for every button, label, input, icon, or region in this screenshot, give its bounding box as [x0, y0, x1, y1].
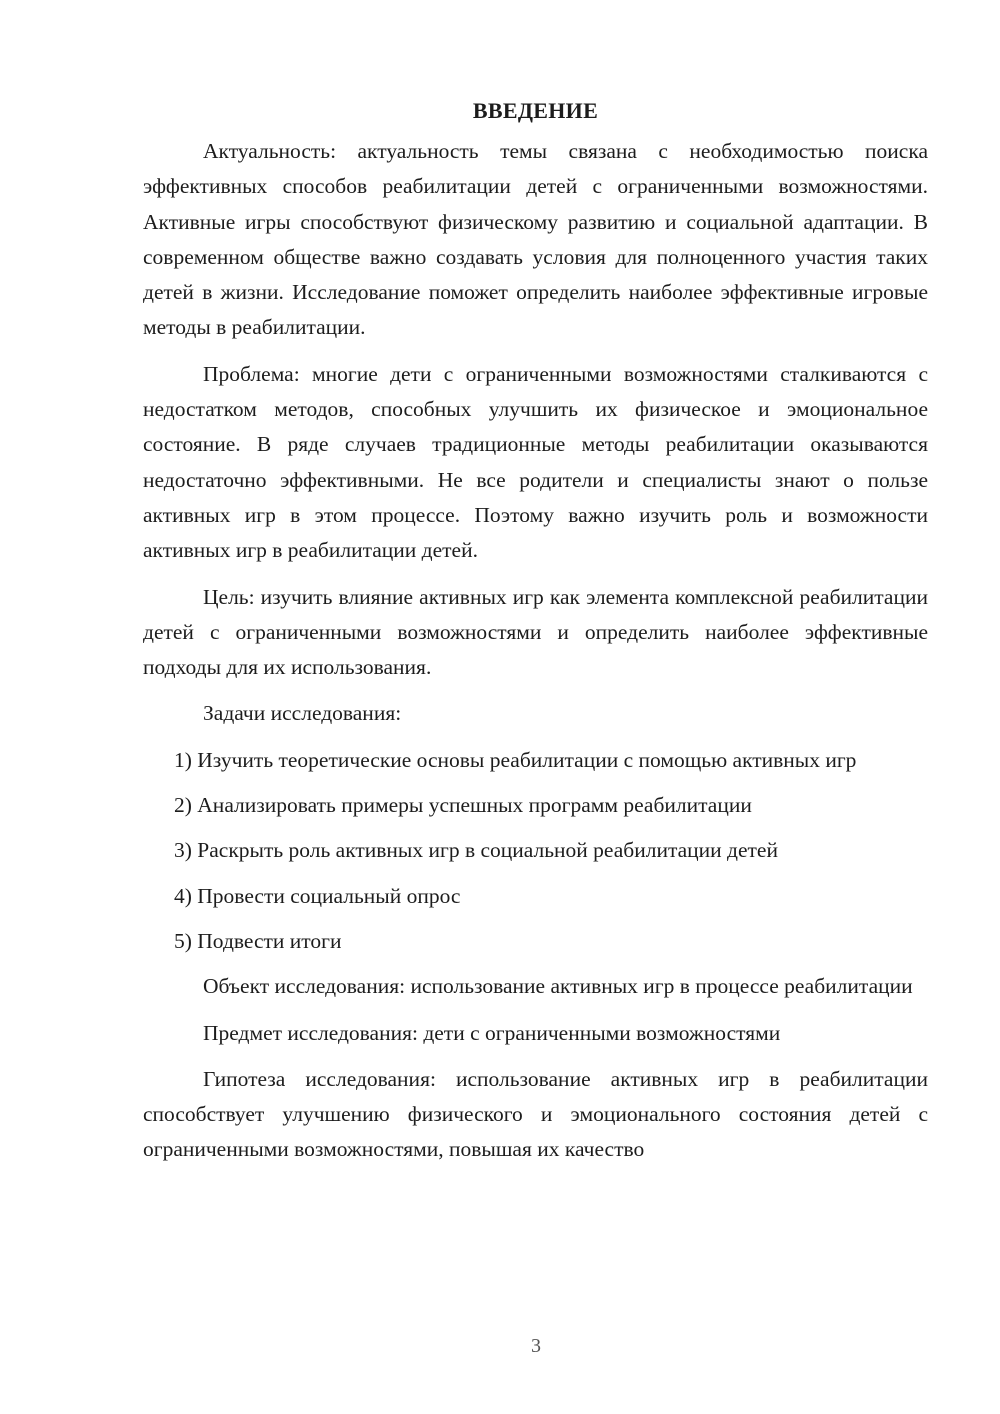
task-item: 1) Изучить теоретические основы реабилитации с помощью активных игр: [174, 747, 857, 772]
relevance-paragraph: Актуальность: актуальность темы связана с необходимостью поиска эффективных способов реабилитации детей с ограниченными возможностями. Активные игры способствуют физическому развитию и социальной адаптации. В современном обществе важно создавать условия для полноценного участия таких детей в жизни. Исследование поможет определить наиболее эффективные игровые методы в реабилитации.: [143, 139, 928, 340]
task-item: 3) Раскрыть роль активных игр в социальной реабилитации детей: [174, 838, 778, 863]
tasks-heading: Задачи исследования:: [203, 701, 402, 726]
page-content: [143, 94, 928, 1179]
task-item: 5) Подвести итоги: [174, 928, 342, 953]
page-number: 3: [531, 1335, 541, 1357]
task-item: 4) Провести социальный опрос: [174, 883, 461, 908]
problem-paragraph: Проблема: многие дети с ограниченными возможностями сталкиваются с недостатком методов, способных улучшить их физическое и эмоциональное состояние. В ряде случаев традиционные методы реабилитации оказываются недостаточно эффективными. Не все родители и специалисты знают о пользе активных игр в этом процессе. Поэтому важно изучить роль и возможности активных игр в реабилитации детей.: [143, 361, 928, 563]
subject-paragraph: Предмет исследования: дети с ограниченными возможностями: [203, 1020, 781, 1045]
tasks-list: [143, 743, 928, 959]
task-item: 2) Анализировать примеры успешных программ реабилитации: [174, 793, 752, 818]
hypothesis-paragraph: Гипотеза исследования: использование активных игр в реабилитации способствует улучшению физического и эмоционального состояния детей с ограниченными возможностями, повышая их качество: [143, 1066, 928, 1162]
goal-paragraph: Цель: изучить влияние активных игр как элемента комплексной реабилитации детей с ограниченными возможностями и определить наиболее эффективные подходы для их использования.: [143, 584, 928, 680]
page-title: ВВЕДЕНИЕ: [472, 98, 599, 123]
object-paragraph: Объект исследования: использование активных игр в процессе реабилитации: [203, 974, 913, 999]
